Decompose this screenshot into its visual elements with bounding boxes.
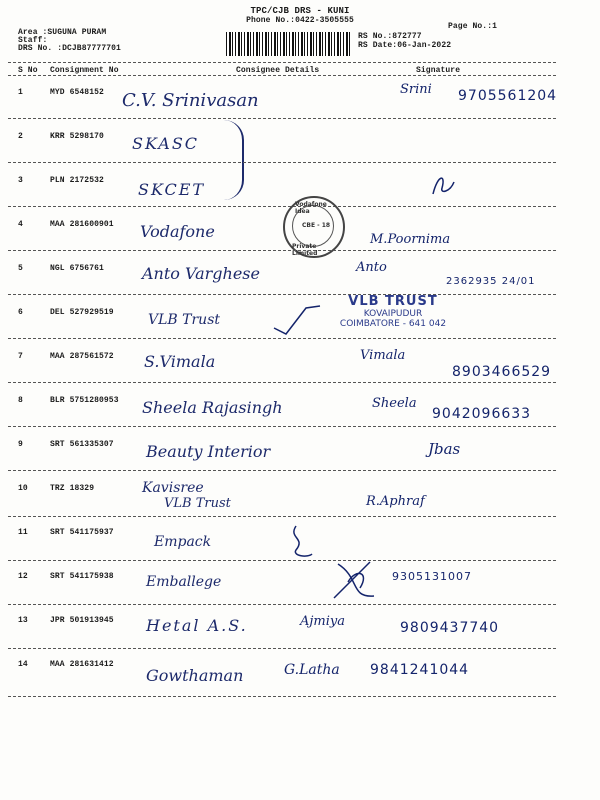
rs-date: RS Date:06-Jan-2022 (358, 41, 452, 50)
signature: Srini (400, 82, 432, 97)
barcode (226, 32, 350, 56)
signature: Vimala (360, 348, 406, 363)
divider (8, 118, 556, 119)
row-sno: 11 (18, 528, 28, 537)
row-sno: 4 (18, 220, 23, 229)
consignee-name: Sheela Rajasingh (142, 398, 283, 417)
divider (8, 206, 556, 207)
signature: R.Aphraf (366, 494, 425, 509)
table-row (0, 300, 600, 340)
vlb-trust-stamp (318, 294, 468, 329)
divider (8, 696, 556, 697)
table-row (0, 652, 600, 692)
consignee-name: Emballege (146, 574, 222, 590)
stamp-text: VLB TRUST (348, 294, 438, 309)
stamp-text: KOVAIPUDUR (363, 309, 423, 319)
table-row (0, 476, 600, 516)
row-sno: 1 (18, 88, 23, 97)
consignment-number: JPR 501913945 (50, 616, 114, 625)
divider (8, 560, 556, 561)
column-header-consignee: Consignee Details (236, 66, 320, 75)
seal-text: Vodafone Idea (295, 201, 327, 215)
row-sno: 7 (18, 352, 23, 361)
row-sno: 6 (18, 308, 23, 317)
divider (8, 338, 556, 339)
divider (8, 250, 556, 251)
signature-phone: 9705561204 (458, 88, 558, 104)
consignee-name: Kavisree (142, 480, 204, 496)
signature-phone: 2362935 24/01 (446, 276, 536, 287)
consignee-name: SKASC (132, 134, 200, 153)
consignment-number: NGL 6756761 (50, 264, 104, 273)
consignment-number: MAA 281631412 (50, 660, 114, 669)
page-number: Page No.:1 (448, 22, 498, 31)
table-row (0, 520, 600, 560)
signature-phone: 8903466529 (452, 364, 552, 380)
signature: M.Poornima (370, 232, 451, 247)
signature-phone: 9305131007 (392, 570, 472, 583)
consignment-number: MAA 281600901 (50, 220, 114, 229)
signature-scribble (272, 302, 322, 336)
row-sno: 12 (18, 572, 28, 581)
drs-number: DRS No. :DCJB87777701 (18, 44, 121, 53)
divider (8, 382, 556, 383)
row-sno: 2 (18, 132, 23, 141)
signature: Ajmiya (300, 614, 345, 629)
row-sno: 3 (18, 176, 23, 185)
table-row (0, 124, 600, 164)
signature-phone: 9809437740 (400, 620, 500, 636)
table-row (0, 256, 600, 296)
divider (8, 426, 556, 427)
consignee-name: VLB Trust (148, 312, 221, 328)
divider (8, 648, 556, 649)
vodafone-seal (283, 196, 345, 258)
table-row (0, 80, 600, 120)
divider (8, 294, 556, 295)
signature-scribble (286, 524, 316, 564)
seal-text: Private Limited (292, 243, 318, 257)
consignment-number: PLN 2172532 (50, 176, 104, 185)
consignee-name: S.Vimala (144, 352, 216, 371)
consignee-name: Anto Varghese (142, 264, 260, 283)
consignment-number: SRT 541175938 (50, 572, 114, 581)
table-row (0, 388, 600, 428)
divider (8, 470, 556, 471)
row-sno: 13 (18, 616, 28, 625)
row-sno: 10 (18, 484, 28, 493)
row-sno: 5 (18, 264, 23, 273)
signature: G.Latha (284, 662, 340, 678)
row-sno: 14 (18, 660, 28, 669)
consignment-number: MAA 287561572 (50, 352, 114, 361)
phone-number: Phone No.:0422-3505555 (246, 16, 354, 25)
column-header-signature: Signature (416, 66, 461, 75)
consignee-name: SKCET (138, 180, 206, 199)
consignment-number: MYD 6548152 (50, 88, 104, 97)
consignee-name: Empack (154, 534, 212, 550)
signature-phone: 9841241044 (370, 662, 470, 678)
column-header-sno: S No (18, 66, 38, 75)
consignee-name: Vodafone (140, 222, 215, 241)
signature-scribble (330, 558, 380, 604)
column-header-consignment: Consignment No (50, 66, 119, 75)
stamp-text: COIMBATORE - 641 042 (339, 319, 447, 329)
consignee-name: Beauty Interior (146, 442, 271, 461)
consignment-number: KRR 5298170 (50, 132, 104, 141)
consignment-number: TRZ 18329 (50, 484, 95, 493)
consignee-name: Hetal A.S. (146, 616, 248, 635)
document-title: TPC/CJB DRS - KUNI (250, 6, 350, 16)
consignment-number: SRT 561335307 (50, 440, 114, 449)
table-row (0, 344, 600, 384)
staff-label: Staff: (18, 36, 48, 45)
consignee-name: C.V. Srinivasan (122, 90, 259, 111)
consignee-name: Gowthaman (146, 666, 244, 685)
consignment-number: DEL 527929519 (50, 308, 114, 317)
divider (8, 516, 556, 517)
table-row (0, 608, 600, 648)
signature: Anto (356, 260, 387, 275)
divider (8, 75, 556, 76)
row-sno: 9 (18, 440, 23, 449)
signature: Sheela (372, 396, 417, 411)
divider (8, 62, 556, 63)
seal-text: CBE - 18 (302, 222, 331, 229)
area-label: Area :SUGUNA PURAM (18, 28, 107, 37)
consignment-number: SRT 541175937 (50, 528, 114, 537)
row-sno: 8 (18, 396, 23, 405)
rs-number: RS No.:872777 (358, 32, 422, 41)
table-row (0, 564, 600, 604)
divider (8, 604, 556, 605)
consignee-name-secondary: VLB Trust (164, 496, 231, 511)
signature-scribble (428, 172, 458, 198)
signature-phone: 9042096633 (432, 406, 532, 422)
table-row (0, 432, 600, 472)
divider (8, 162, 556, 163)
consignment-number: BLR 5751280953 (50, 396, 119, 405)
signature: Jbas (428, 440, 461, 458)
